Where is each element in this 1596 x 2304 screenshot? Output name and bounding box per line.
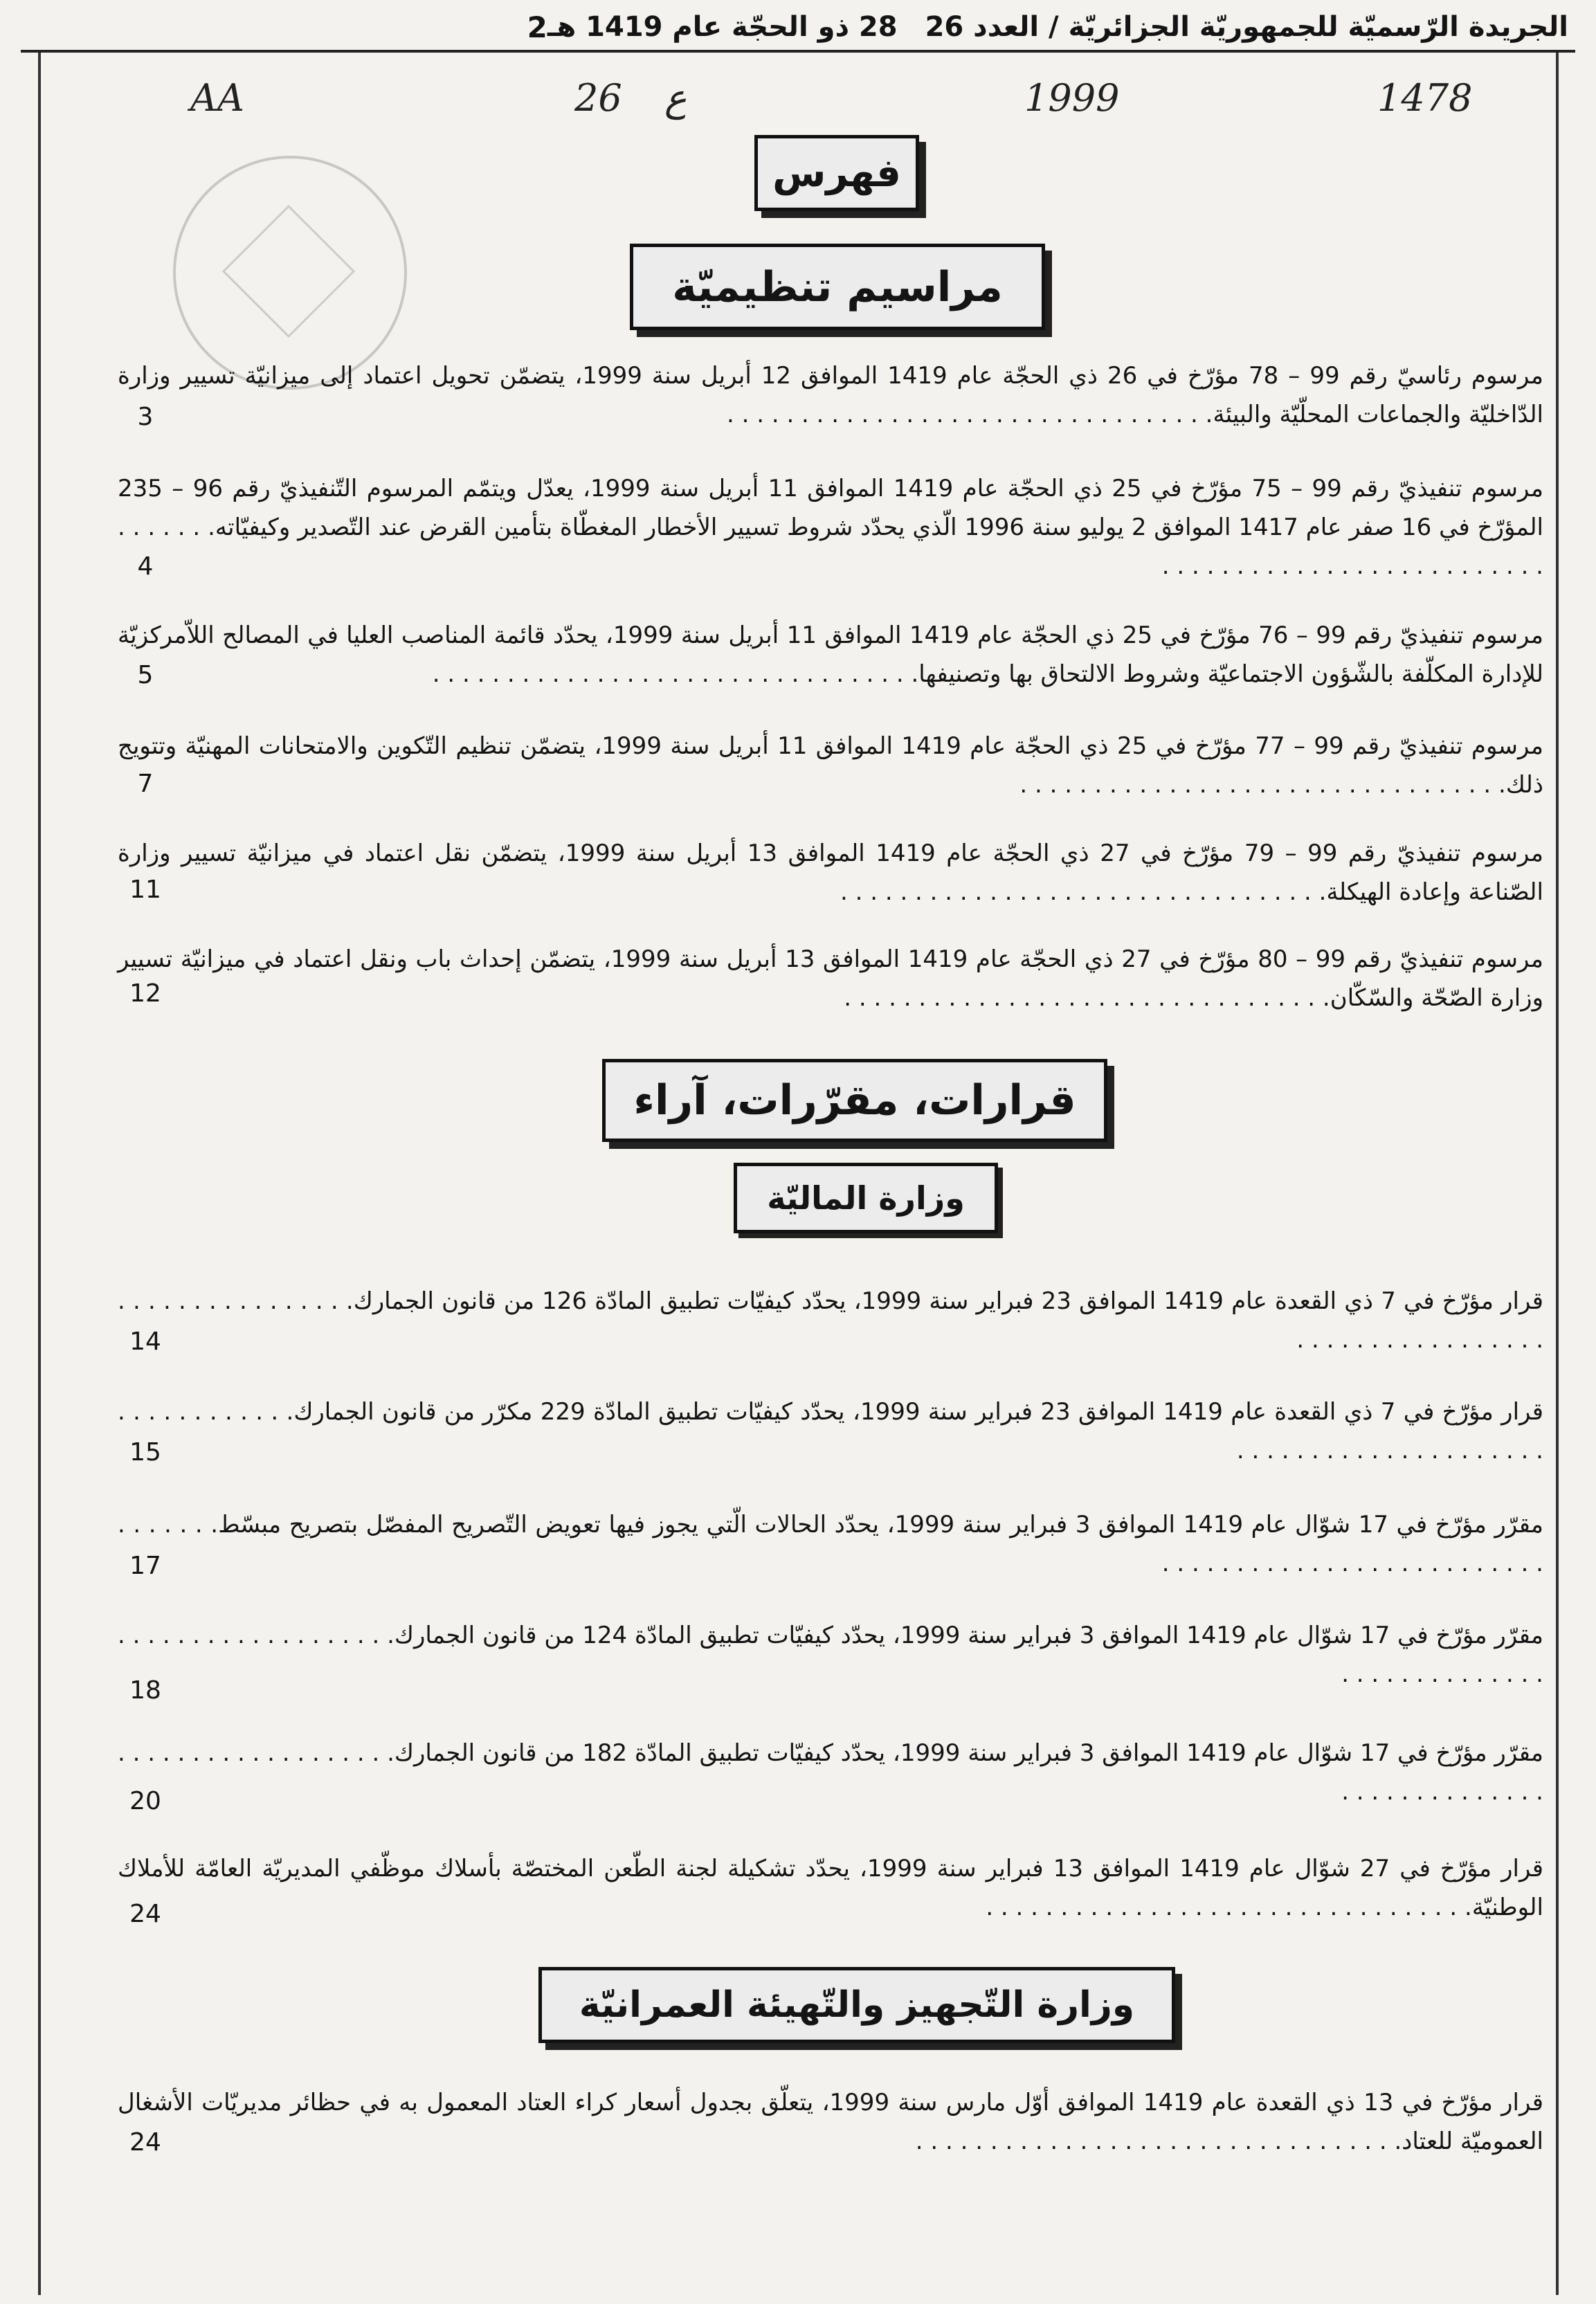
- toc-page-number: 11: [129, 876, 161, 904]
- header-rule: [21, 50, 1575, 53]
- page-number: 2: [527, 10, 547, 44]
- section-title-regulatory-decrees: مراسيم تنظيميّة: [630, 244, 1045, 330]
- faded-stamp: [173, 156, 407, 390]
- subsection-title-equipment-ministry: وزارة التّجهيز والتّهيئة العمرانيّة: [538, 1967, 1175, 2043]
- toc-entry: مرسوم تنفيذيّ رقم 99 – 76 مؤرّخ في 25 ذي الحجّة عام 1419 الموافق 11 أبريل سنة 1999، يحدّد قائمة المناصب العليا في المصالح اللاّمركزيّة للإدارة المكلّفة بالشّؤون الاجتماعيّة وشروط الالتحاق بها وتصنيفها. . . . . . . . . . . . . . . . . . . . . . . . . . . . . . . . .: [118, 622, 1543, 688]
- subsection-title-finance-ministry: وزارة الماليّة: [734, 1163, 998, 1233]
- toc-entry: مرسوم تنفيذيّ رقم 99 – 79 مؤرّخ في 27 ذي الحجّة عام 1419 الموافق 13 أبريل سنة 1999، يتضمّن نقل اعتماد في ميزانيّة تسيير وزارة الصّناعة وإعادة الهيكلة. . . . . . . . . . . . . . . . . . . . . . . . . . . . . . . . .: [118, 840, 1544, 906]
- frame-left-line: [38, 53, 41, 2295]
- toc-page-number: 20: [129, 1787, 161, 1815]
- issue-date: 28 ذو الحجّة عام 1419 هـ: [547, 11, 898, 43]
- toc-page-number: 14: [129, 1327, 161, 1356]
- toc-page-number: 4: [137, 552, 154, 581]
- toc-entry: قرار مؤرّخ في 7 ذي القعدة عام 1419 الموافق 23 فبراير سنة 1999، يحدّد كيفيّات تطبيق المادّة 126 من قانون الجمارك. . . . . . . . . . . . . . . . . . . . . . . . . . . . . . . . .: [118, 1287, 1543, 1354]
- toc-entry: مقرّر مؤرّخ في 17 شوّال عام 1419 الموافق 3 فبراير سنة 1999، يحدّد كيفيّات تطبيق المادّة 182 من قانون الجمارك. . . . . . . . . . . . . . . . . . . . . . . . . . . . . . . . .: [118, 1739, 1544, 1806]
- toc-page-number: 7: [137, 770, 154, 798]
- handwritten-mark-number: 26: [574, 76, 622, 120]
- handwritten-annotations: [0, 69, 1596, 131]
- handwritten-mark-letter: ع: [664, 76, 687, 120]
- journal-title: الجريدة الرّسميّة للجمهوريّة الجزائريّة / العدد 26: [925, 11, 1568, 43]
- toc-entry: قرار مؤرّخ في 13 ذي القعدة عام 1419 الموافق أوّل مارس سنة 1999، يتعلّق بجدول أسعار كراء العتاد المعمول به في حظائر مديريّات الأشغال العموميّة للعتاد. . . . . . . . . . . . . . . . . . . . . . . . . . . . . . . . .: [118, 2089, 1543, 2155]
- toc-entry: مقرّر مؤرّخ في 17 شوّال عام 1419 الموافق 3 فبراير سنة 1999، يحدّد كيفيّات تطبيق المادّة 124 من قانون الجمارك. . . . . . . . . . . . . . . . . . . . . . . . . . . . . . . . .: [118, 1622, 1544, 1688]
- frame-right-line: [1556, 53, 1559, 2295]
- index-title: فهرس: [754, 135, 919, 211]
- toc-page-number: 12: [129, 979, 161, 1008]
- toc-entry: قرار مؤرّخ في 7 ذي القعدة عام 1419 الموافق 23 فبراير سنة 1999، يحدّد كيفيّات تطبيق المادّة 229 مكرّر من قانون الجمارك. . . . . . . . . . . . . . . . . . . . . . . . . . . . . . . . .: [118, 1398, 1544, 1464]
- toc-entry: مرسوم تنفيذيّ رقم 99 – 75 مؤرّخ في 25 ذي الحجّة عام 1419 الموافق 11 أبريل سنة 1999، يعدّل ويتمّم المرسوم التّنفيذيّ رقم 96 – 235 المؤرّخ في 16 صفر عام 1417 الموافق 2 يوليو سنة 1996 الّذي يحدّد شروط تسيير الأخطار المغطّاة بتأمين القرض عند التّصدير وكيفيّاته. . . . . . . . . . . . . . . . . . . . . . . . . . . . . . . . .: [118, 475, 1543, 580]
- handwritten-mark-right: 1478: [1377, 76, 1473, 120]
- handwritten-mark-year: 1999: [1024, 76, 1120, 120]
- toc-page-number: 3: [137, 403, 154, 431]
- toc-page-number: 18: [129, 1676, 161, 1705]
- toc-page-number: 24: [129, 2128, 161, 2157]
- section-title-decisions: قرارات، مقرّرات، آراء: [602, 1059, 1107, 1142]
- handwritten-mark-left: AA: [190, 76, 244, 120]
- toc-entry: قرار مؤرّخ في 27 شوّال عام 1419 الموافق 13 فبراير سنة 1999، يحدّد تشكيلة لجنة الطّعن المختصّة بأسلاك موظّفي المديريّة العامّة للأملاك الوطنيّة. . . . . . . . . . . . . . . . . . . . . . . . . . . . . . . . .: [118, 1855, 1543, 1921]
- toc-entry: مرسوم تنفيذيّ رقم 99 – 77 مؤرّخ في 25 ذي الحجّة عام 1419 الموافق 11 أبريل سنة 1999، يتضمّن تنظيم التّكوين والامتحانات المهنيّة وتتويج ذلك. . . . . . . . . . . . . . . . . . . . . . . . . . . . . . . . .: [118, 732, 1543, 799]
- toc-page-number: 5: [137, 661, 154, 689]
- toc-page-number: 15: [129, 1438, 161, 1467]
- toc-page-number: 17: [129, 1552, 161, 1580]
- toc-entry: مرسوم رئاسيّ رقم 99 – 78 مؤرّخ في 26 ذي الحجّة عام 1419 الموافق 12 أبريل سنة 1999، يتضمّن تحويل اعتماد إلى ميزانيّة تسيير وزارة الدّاخليّة والجماعات المحلّيّة والبيئة. . . . . . . . . . . . . . . . . . . . . . . . . . . . . . . . .: [118, 362, 1544, 428]
- toc-entry: مقرّر مؤرّخ في 17 شوّال عام 1419 الموافق 3 فبراير سنة 1999، يحدّد الحالات الّتي يجوز فيها تعويض التّصريح المفصّل بتصريح مبسّط. . . . . . . . . . . . . . . . . . . . . . . . . . . . . . . . .: [118, 1511, 1544, 1577]
- running-header: [21, 6, 1575, 48]
- toc-page-number: 24: [129, 1900, 161, 1928]
- toc-entry: مرسوم تنفيذيّ رقم 99 – 80 مؤرّخ في 27 ذي الحجّة عام 1419 الموافق 13 أبريل سنة 1999، يتضمّن إحداث باب ونقل اعتماد في ميزانيّة تسيير وزارة الصّحّة والسّكّان. . . . . . . . . . . . . . . . . . . . . . . . . . . . . . . . .: [118, 945, 1543, 1012]
